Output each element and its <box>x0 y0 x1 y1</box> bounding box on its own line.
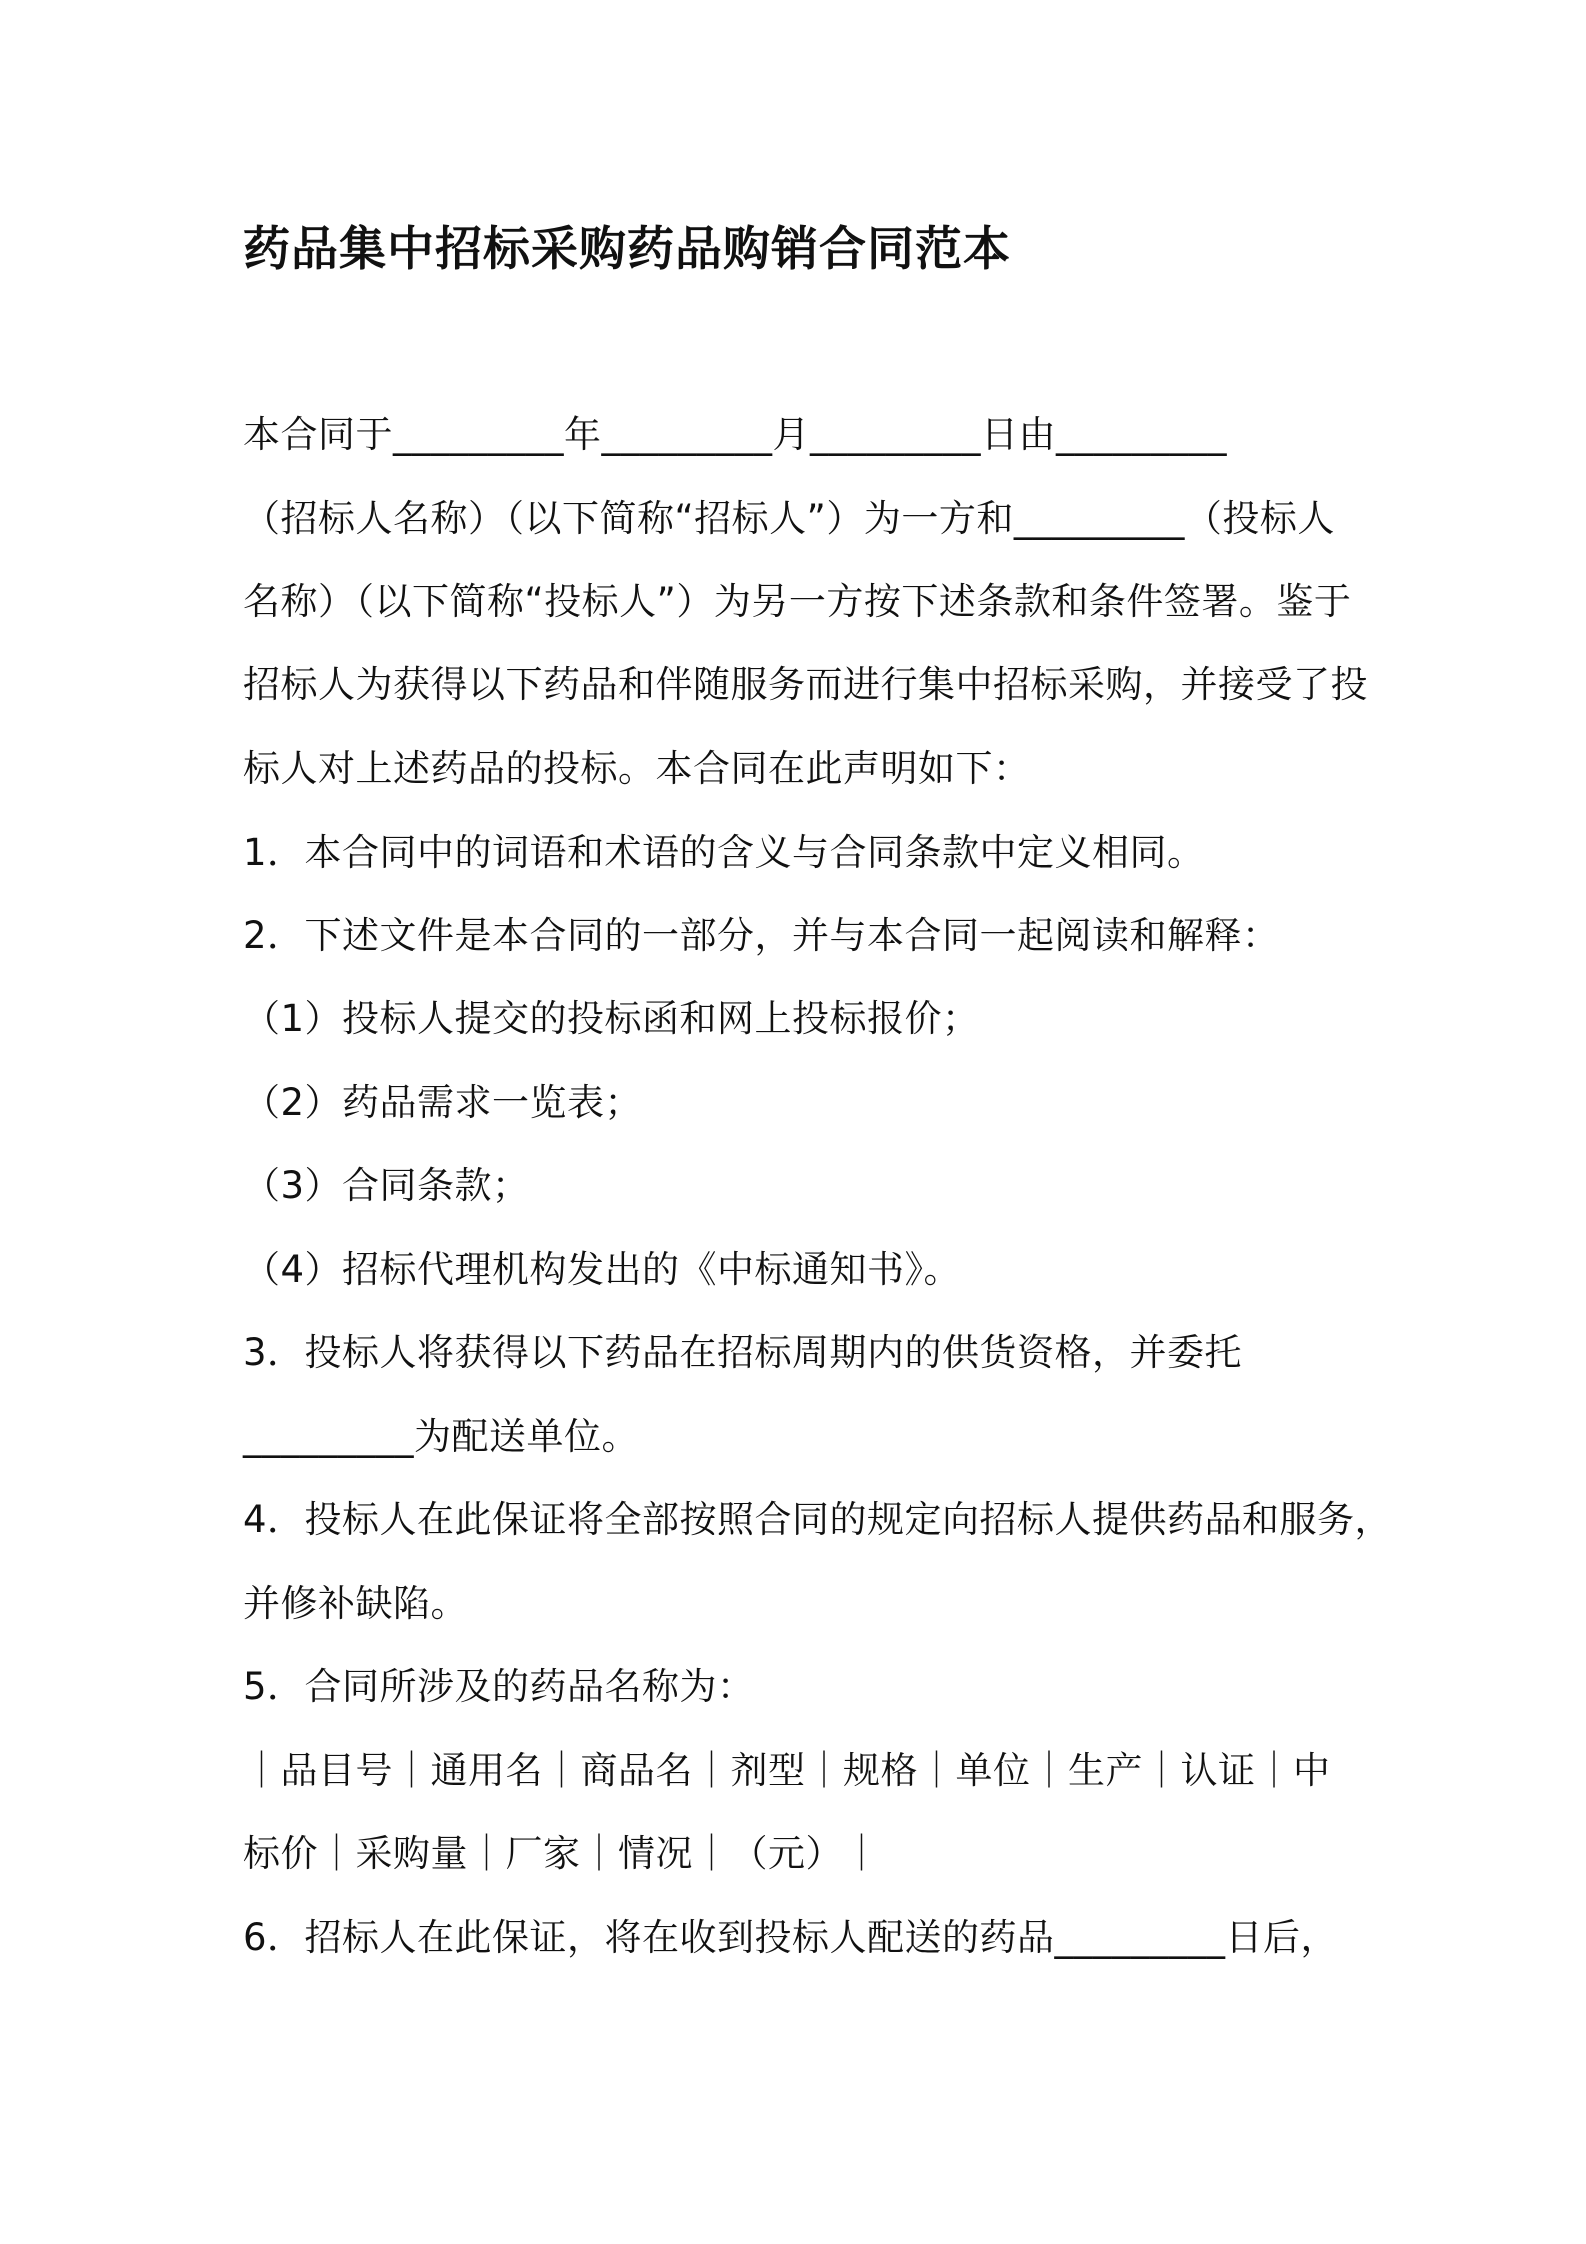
clause-3: 3．投标人将获得以下药品在招标周期内的供货资格，并委托 <box>243 1331 1243 1374</box>
clause-6: 6．招标人在此保证，将在收到投标人配送的药品_________日后， <box>243 1916 1339 1959</box>
clause-2: 2．下述文件是本合同的一部分，并与本合同一起阅读和解释： <box>243 914 1280 957</box>
drug-table-header-row-1: ｜品目号｜通用名｜商品名｜剂型｜规格｜单位｜生产｜认证｜中 <box>243 1749 1331 1792</box>
clause-2-item-2: （2）药品需求一览表； <box>243 1081 643 1124</box>
clause-4: 4．投标人在此保证将全部按照合同的规定向招标人提供药品和服务， <box>243 1498 1393 1541</box>
paragraph-line: 招标人为获得以下药品和伴随服务而进行集中招标采购，并接受了投 <box>243 663 1368 706</box>
clause-2-item-3: （3）合同条款； <box>243 1164 530 1207</box>
clause-3-continued: _________为配送单位。 <box>243 1415 639 1458</box>
clause-2-item-4: （4）招标代理机构发出的《中标通知书》。 <box>243 1248 962 1291</box>
paragraph-line: 标人对上述药品的投标。本合同在此声明如下： <box>243 747 1031 790</box>
document-title: 药品集中招标采购药品购销合同范本 <box>243 222 1011 277</box>
clause-1: 1．本合同中的词语和术语的含义与合同条款中定义相同。 <box>243 831 1205 874</box>
paragraph-line: 本合同于_________年_________月_________日由_________ <box>243 413 1227 456</box>
paragraph-line: （招标人名称）（以下简称“招标人”）为一方和_________（投标人 <box>243 497 1335 540</box>
clause-4-continued: 并修补缺陷。 <box>243 1582 468 1625</box>
clause-5: 5．合同所涉及的药品名称为： <box>243 1665 755 1708</box>
clause-2-item-1: （1）投标人提交的投标函和网上投标报价； <box>243 997 980 1040</box>
paragraph-line: 名称）（以下简称“投标人”）为另一方按下述条款和条件签署。鉴于 <box>243 580 1352 623</box>
drug-table-header-row-2: 标价｜采购量｜厂家｜情况｜（元）｜ <box>243 1832 881 1875</box>
